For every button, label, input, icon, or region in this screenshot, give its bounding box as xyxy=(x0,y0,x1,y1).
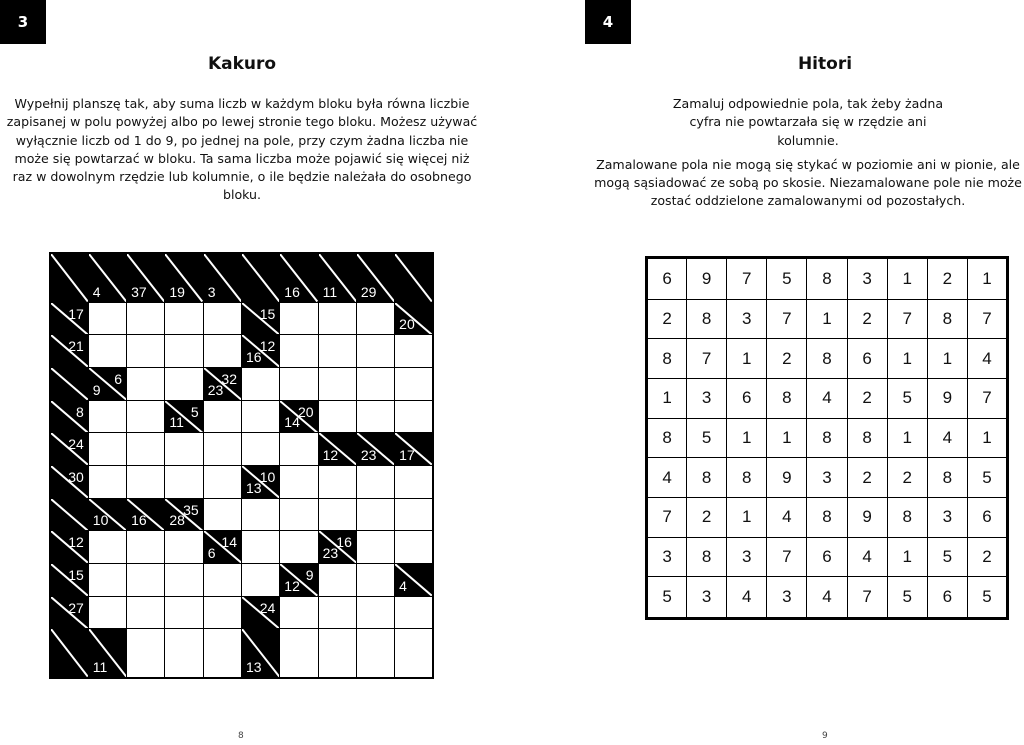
kakuro-clue-cell xyxy=(318,253,356,302)
kakuro-across-sum: 24 xyxy=(68,436,84,453)
hitori-cell[interactable]: 1 xyxy=(727,339,767,379)
kakuro-empty-cell[interactable] xyxy=(395,596,433,629)
kakuro-empty-cell[interactable] xyxy=(203,498,241,531)
kakuro-clue-cell xyxy=(50,367,88,400)
hitori-cell[interactable]: 5 xyxy=(887,378,927,418)
kakuro-clue-cell xyxy=(50,335,88,368)
kakuro-across-sum: 12 xyxy=(68,534,84,551)
kakuro-down-sum: 37 xyxy=(131,283,147,300)
hitori-cell[interactable]: 8 xyxy=(807,258,847,300)
kakuro-empty-cell[interactable] xyxy=(318,465,356,498)
kakuro-clue-cell xyxy=(127,498,165,531)
hitori-cell[interactable]: 7 xyxy=(647,498,687,538)
kakuro-empty-cell[interactable] xyxy=(165,531,203,564)
kakuro-empty-cell[interactable] xyxy=(356,498,394,531)
kakuro-row xyxy=(50,433,433,466)
kakuro-down-sum: 23 xyxy=(207,381,224,398)
kakuro-empty-cell[interactable] xyxy=(203,596,241,629)
hitori-cell[interactable]: 8 xyxy=(807,498,847,538)
kakuro-down-sum: 4 xyxy=(92,283,101,300)
hitori-cell[interactable]: 9 xyxy=(927,378,967,418)
kakuro-empty-cell[interactable] xyxy=(395,335,433,368)
hitori-grid xyxy=(645,256,1009,620)
kakuro-clue-cell xyxy=(88,253,126,302)
kakuro-clue-cell xyxy=(395,433,433,466)
hitori-cell[interactable]: 8 xyxy=(847,418,887,458)
kakuro-empty-cell[interactable] xyxy=(165,433,203,466)
kakuro-instructions xyxy=(4,95,480,211)
hitori-cell[interactable]: 1 xyxy=(887,339,927,379)
hitori-cell[interactable]: 9 xyxy=(767,458,807,498)
kakuro-empty-cell[interactable] xyxy=(318,498,356,531)
hitori-cell[interactable]: 3 xyxy=(767,577,807,619)
kakuro-clue-cell xyxy=(50,498,88,531)
kakuro-clue-cell xyxy=(50,433,88,466)
hitori-cell[interactable]: 1 xyxy=(967,258,1007,300)
kakuro-empty-cell[interactable] xyxy=(88,531,126,564)
hitori-cell[interactable]: 1 xyxy=(767,418,807,458)
kakuro-clue-cell xyxy=(203,531,241,564)
kakuro-clue-cell xyxy=(356,253,394,302)
hitori-cell[interactable]: 6 xyxy=(727,378,767,418)
hitori-cell[interactable]: 2 xyxy=(647,299,687,339)
page-number-badge-right: 4 xyxy=(585,0,631,44)
kakuro-empty-cell[interactable] xyxy=(127,564,165,597)
hitori-cell[interactable]: 1 xyxy=(887,418,927,458)
hitori-cell[interactable]: 9 xyxy=(687,258,727,300)
kakuro-empty-cell[interactable] xyxy=(203,433,241,466)
hitori-cell[interactable]: 4 xyxy=(847,537,887,577)
kakuro-across-sum: 8 xyxy=(76,403,84,420)
hitori-instructions-paragraph-1: Zamaluj odpowiednie pola, tak żeby żadna cyfra nie powtarzała się w rzędzie ani kolumnie. xyxy=(672,96,944,148)
hitori-cell[interactable]: 4 xyxy=(647,458,687,498)
kakuro-clue-cell xyxy=(165,498,203,531)
kakuro-across-sum: 9 xyxy=(305,567,314,584)
kakuro-clue-diagonal xyxy=(51,499,88,531)
hitori-cell[interactable]: 4 xyxy=(767,498,807,538)
hitori-row xyxy=(647,378,1008,418)
hitori-cell[interactable]: 8 xyxy=(927,299,967,339)
kakuro-clue-cell xyxy=(395,253,433,302)
kakuro-empty-cell[interactable] xyxy=(241,367,279,400)
kakuro-empty-cell[interactable] xyxy=(280,531,318,564)
hitori-cell[interactable]: 2 xyxy=(927,258,967,300)
kakuro-empty-cell[interactable] xyxy=(127,367,165,400)
kakuro-across-sum: 16 xyxy=(336,534,352,551)
kakuro-down-sum: 12 xyxy=(322,446,339,463)
kakuro-across-sum: 17 xyxy=(68,305,84,322)
kakuro-row xyxy=(50,400,433,433)
hitori-title: Hitori xyxy=(797,54,853,74)
kakuro-clue-cell xyxy=(395,564,433,597)
kakuro-down-sum: 20 xyxy=(399,316,415,333)
kakuro-clue-cell xyxy=(50,629,88,678)
hitori-cell[interactable]: 4 xyxy=(807,378,847,418)
hitori-cell[interactable]: 7 xyxy=(887,299,927,339)
hitori-instructions xyxy=(592,95,1024,217)
kakuro-down-sum: 16 xyxy=(284,283,300,300)
kakuro-down-sum: 28 xyxy=(169,512,185,529)
hitori-row xyxy=(647,458,1008,498)
kakuro-row xyxy=(50,335,433,368)
kakuro-clue-diagonal xyxy=(51,254,88,302)
kakuro-down-sum: 23 xyxy=(360,446,377,463)
hitori-cell[interactable]: 6 xyxy=(927,577,967,619)
kakuro-empty-cell[interactable] xyxy=(88,335,126,368)
kakuro-across-sum: 32 xyxy=(221,370,237,387)
kakuro-across-sum: 27 xyxy=(68,599,84,616)
kakuro-down-sum: 16 xyxy=(245,348,262,365)
kakuro-clue-cell xyxy=(50,564,88,597)
kakuro-down-sum: 11 xyxy=(322,283,338,300)
hitori-row xyxy=(647,258,1008,300)
hitori-cell[interactable]: 1 xyxy=(967,418,1007,458)
hitori-row xyxy=(647,577,1008,619)
hitori-cell[interactable]: 1 xyxy=(927,339,967,379)
kakuro-empty-cell[interactable] xyxy=(127,302,165,335)
kakuro-empty-cell[interactable] xyxy=(280,498,318,531)
kakuro-empty-cell[interactable] xyxy=(395,629,433,678)
kakuro-empty-cell[interactable] xyxy=(165,564,203,597)
hitori-cell[interactable]: 2 xyxy=(767,339,807,379)
hitori-cell[interactable]: 7 xyxy=(727,258,767,300)
kakuro-empty-cell[interactable] xyxy=(165,335,203,368)
kakuro-clue-cell xyxy=(203,367,241,400)
kakuro-clue-cell xyxy=(241,253,279,302)
folio-right: 9 xyxy=(822,731,828,741)
kakuro-row xyxy=(50,596,433,629)
hitori-cell[interactable]: 4 xyxy=(807,577,847,619)
kakuro-clue-cell xyxy=(318,531,356,564)
kakuro-down-sum: 16 xyxy=(131,512,147,529)
kakuro-empty-cell[interactable] xyxy=(165,465,203,498)
kakuro-empty-cell[interactable] xyxy=(203,564,241,597)
hitori-cell[interactable]: 1 xyxy=(647,378,687,418)
kakuro-down-sum: 6 xyxy=(207,545,216,562)
kakuro-clue-cell xyxy=(356,433,394,466)
hitori-cell[interactable]: 9 xyxy=(847,498,887,538)
kakuro-empty-cell[interactable] xyxy=(280,629,318,678)
hitori-cell[interactable]: 3 xyxy=(847,258,887,300)
kakuro-clue-cell xyxy=(280,564,318,597)
hitori-cell[interactable]: 2 xyxy=(687,498,727,538)
kakuro-across-sum: 12 xyxy=(259,338,276,355)
kakuro-empty-cell[interactable] xyxy=(127,335,165,368)
hitori-cell[interactable]: 7 xyxy=(767,537,807,577)
kakuro-empty-cell[interactable] xyxy=(241,498,279,531)
kakuro-row xyxy=(50,253,433,302)
kakuro-row xyxy=(50,302,433,335)
kakuro-row xyxy=(50,564,433,597)
kakuro-clue-cell xyxy=(165,253,203,302)
kakuro-empty-cell[interactable] xyxy=(88,433,126,466)
kakuro-across-sum: 14 xyxy=(221,534,237,551)
hitori-cell[interactable]: 3 xyxy=(687,378,727,418)
kakuro-row xyxy=(50,498,433,531)
kakuro-grid xyxy=(49,252,434,679)
hitori-cell[interactable]: 8 xyxy=(647,339,687,379)
hitori-cell[interactable]: 1 xyxy=(727,418,767,458)
kakuro-across-sum: 15 xyxy=(259,305,276,322)
hitori-cell[interactable]: 7 xyxy=(687,339,727,379)
kakuro-clue-cell xyxy=(280,253,318,302)
hitori-cell[interactable]: 7 xyxy=(967,299,1007,339)
kakuro-empty-cell[interactable] xyxy=(280,596,318,629)
kakuro-clue-cell xyxy=(395,302,433,335)
kakuro-empty-cell[interactable] xyxy=(127,400,165,433)
kakuro-empty-cell[interactable] xyxy=(280,367,318,400)
hitori-cell[interactable]: 8 xyxy=(767,378,807,418)
kakuro-across-sum: 21 xyxy=(68,338,84,355)
kakuro-down-sum: 11 xyxy=(92,659,108,675)
kakuro-empty-cell[interactable] xyxy=(203,400,241,433)
kakuro-empty-cell[interactable] xyxy=(127,465,165,498)
kakuro-empty-cell[interactable] xyxy=(356,465,394,498)
kakuro-empty-cell[interactable] xyxy=(395,465,433,498)
hitori-cell[interactable]: 5 xyxy=(767,258,807,300)
hitori-cell[interactable]: 6 xyxy=(967,498,1007,538)
hitori-cell[interactable]: 2 xyxy=(847,378,887,418)
hitori-cell[interactable]: 7 xyxy=(767,299,807,339)
hitori-cell[interactable]: 2 xyxy=(967,537,1007,577)
hitori-cell[interactable]: 8 xyxy=(687,537,727,577)
kakuro-down-sum: 11 xyxy=(169,414,184,431)
hitori-cell[interactable]: 5 xyxy=(887,577,927,619)
kakuro-empty-cell[interactable] xyxy=(318,335,356,368)
hitori-cell[interactable]: 6 xyxy=(847,339,887,379)
kakuro-clue-cell xyxy=(241,596,279,629)
kakuro-row xyxy=(50,465,433,498)
kakuro-across-sum: 6 xyxy=(114,370,123,387)
kakuro-clue-cell xyxy=(50,465,88,498)
kakuro-empty-cell[interactable] xyxy=(203,302,241,335)
hitori-cell[interactable]: 8 xyxy=(807,418,847,458)
kakuro-empty-cell[interactable] xyxy=(241,564,279,597)
hitori-cell[interactable]: 8 xyxy=(927,458,967,498)
hitori-cell[interactable]: 8 xyxy=(647,418,687,458)
kakuro-down-sum: 23 xyxy=(322,545,339,562)
kakuro-down-sum: 19 xyxy=(169,283,185,300)
kakuro-empty-cell[interactable] xyxy=(241,433,279,466)
kakuro-clue-cell xyxy=(50,531,88,564)
kakuro-empty-cell[interactable] xyxy=(356,367,394,400)
kakuro-clue-cell xyxy=(203,253,241,302)
kakuro-clue-cell xyxy=(241,302,279,335)
hitori-row xyxy=(647,299,1008,339)
kakuro-empty-cell[interactable] xyxy=(318,564,356,597)
hitori-cell[interactable]: 5 xyxy=(967,458,1007,498)
kakuro-across-sum: 20 xyxy=(298,403,314,420)
kakuro-clue-cell xyxy=(318,433,356,466)
kakuro-clue-diagonal xyxy=(51,368,88,400)
kakuro-clue-cell xyxy=(241,465,279,498)
kakuro-clue-cell xyxy=(50,302,88,335)
hitori-row xyxy=(647,339,1008,379)
kakuro-empty-cell[interactable] xyxy=(88,465,126,498)
hitori-cell[interactable]: 3 xyxy=(927,498,967,538)
hitori-cell[interactable]: 3 xyxy=(727,537,767,577)
hitori-cell[interactable]: 2 xyxy=(847,299,887,339)
kakuro-empty-cell[interactable] xyxy=(165,302,203,335)
kakuro-across-sum: 24 xyxy=(259,599,276,616)
kakuro-empty-cell[interactable] xyxy=(356,400,394,433)
hitori-cell[interactable]: 3 xyxy=(727,299,767,339)
kakuro-empty-cell[interactable] xyxy=(203,335,241,368)
hitori-cell[interactable]: 5 xyxy=(647,577,687,619)
kakuro-empty-cell[interactable] xyxy=(395,498,433,531)
kakuro-across-sum: 30 xyxy=(68,468,84,485)
kakuro-clue-cell xyxy=(88,629,126,678)
hitori-cell[interactable]: 7 xyxy=(967,378,1007,418)
hitori-cell[interactable]: 3 xyxy=(807,458,847,498)
kakuro-empty-cell[interactable] xyxy=(127,629,165,678)
kakuro-empty-cell[interactable] xyxy=(280,465,318,498)
kakuro-empty-cell[interactable] xyxy=(88,302,126,335)
kakuro-down-sum: 13 xyxy=(245,659,262,675)
hitori-cell[interactable]: 1 xyxy=(807,299,847,339)
kakuro-empty-cell[interactable] xyxy=(356,335,394,368)
kakuro-empty-cell[interactable] xyxy=(395,531,433,564)
kakuro-empty-cell[interactable] xyxy=(318,629,356,678)
kakuro-empty-cell[interactable] xyxy=(88,400,126,433)
hitori-cell[interactable]: 5 xyxy=(967,577,1007,619)
hitori-cell[interactable]: 4 xyxy=(927,418,967,458)
hitori-cell[interactable]: 8 xyxy=(887,498,927,538)
hitori-cell[interactable]: 5 xyxy=(927,537,967,577)
kakuro-down-sum: 29 xyxy=(360,283,377,300)
kakuro-row xyxy=(50,629,433,678)
kakuro-clue-diagonal xyxy=(395,254,432,302)
kakuro-empty-cell[interactable] xyxy=(203,629,241,678)
hitori-cell[interactable]: 1 xyxy=(887,258,927,300)
kakuro-empty-cell[interactable] xyxy=(203,465,241,498)
hitori-cell[interactable]: 1 xyxy=(727,498,767,538)
kakuro-empty-cell[interactable] xyxy=(318,596,356,629)
hitori-row xyxy=(647,537,1008,577)
kakuro-down-sum: 3 xyxy=(207,283,216,300)
hitori-cell[interactable]: 2 xyxy=(887,458,927,498)
kakuro-down-sum: 12 xyxy=(284,577,300,594)
kakuro-empty-cell[interactable] xyxy=(165,367,203,400)
hitori-cell[interactable]: 8 xyxy=(687,299,727,339)
kakuro-title: Kakuro xyxy=(207,54,277,74)
hitori-instructions-paragraph-2: Zamalowane pola nie mogą się stykać w poziomie ani w pionie, ale mogą sąsiadować ze sobą po skosie. Niezamalowane pole nie może zostać oddzielone zamalowanymi od pozostałych. xyxy=(594,156,1022,209)
hitori-cell[interactable]: 6 xyxy=(647,258,687,300)
hitori-cell[interactable]: 8 xyxy=(807,339,847,379)
kakuro-down-sum: 14 xyxy=(284,414,300,431)
kakuro-clue-cell xyxy=(241,335,279,368)
kakuro-across-sum: 5 xyxy=(190,403,199,420)
kakuro-empty-cell[interactable] xyxy=(318,302,356,335)
hitori-cell[interactable]: 5 xyxy=(687,418,727,458)
hitori-row xyxy=(647,418,1008,458)
kakuro-empty-cell[interactable] xyxy=(356,531,394,564)
hitori-cell[interactable]: 4 xyxy=(727,577,767,619)
kakuro-clue-diagonal xyxy=(51,629,88,677)
kakuro-instructions-paragraph: Wypełnij planszę tak, aby suma liczb w każdym bloku była równa liczbie zapisanej w polu powyżej albo po lewej stronie tego bloku. Możesz używać wyłącznie liczb od 1 do 9, po jednej na pole, przy czym żadna liczba nie może się powtarzać w bloku. Ta sama liczba może pojawić się więcej niż raz w dowolnym rzędzie lub kolumnie, o ile będzie należała do osobnego bloku. xyxy=(6,96,478,203)
kakuro-down-sum: 13 xyxy=(245,479,262,496)
kakuro-clue-cell xyxy=(88,498,126,531)
kakuro-empty-cell[interactable] xyxy=(356,629,394,678)
kakuro-empty-cell[interactable] xyxy=(241,531,279,564)
kakuro-empty-cell[interactable] xyxy=(280,335,318,368)
hitori-cell[interactable]: 6 xyxy=(807,537,847,577)
kakuro-clue-cell xyxy=(50,596,88,629)
kakuro-across-sum: 15 xyxy=(68,567,84,584)
kakuro-empty-cell[interactable] xyxy=(395,400,433,433)
kakuro-empty-cell[interactable] xyxy=(165,596,203,629)
hitori-cell[interactable]: 4 xyxy=(967,339,1007,379)
kakuro-across-sum: 35 xyxy=(183,501,199,518)
kakuro-empty-cell[interactable] xyxy=(88,596,126,629)
kakuro-empty-cell[interactable] xyxy=(127,433,165,466)
hitori-cell[interactable]: 3 xyxy=(687,577,727,619)
kakuro-down-sum: 17 xyxy=(399,446,415,463)
kakuro-empty-cell[interactable] xyxy=(88,564,126,597)
kakuro-across-sum: 10 xyxy=(259,468,276,485)
folio-left: 8 xyxy=(238,731,244,741)
kakuro-empty-cell[interactable] xyxy=(127,596,165,629)
kakuro-empty-cell[interactable] xyxy=(280,433,318,466)
kakuro-empty-cell[interactable] xyxy=(280,302,318,335)
kakuro-down-sum: 9 xyxy=(92,381,101,398)
kakuro-empty-cell[interactable] xyxy=(165,629,203,678)
kakuro-down-sum: 10 xyxy=(92,512,109,529)
kakuro-empty-cell[interactable] xyxy=(356,302,394,335)
kakuro-empty-cell[interactable] xyxy=(241,400,279,433)
kakuro-clue-cell xyxy=(241,629,279,678)
kakuro-row xyxy=(50,531,433,564)
kakuro-clue-cell xyxy=(50,400,88,433)
kakuro-empty-cell[interactable] xyxy=(127,531,165,564)
kakuro-clue-diagonal xyxy=(242,254,279,302)
kakuro-empty-cell[interactable] xyxy=(356,596,394,629)
hitori-cell[interactable]: 2 xyxy=(847,458,887,498)
kakuro-clue-cell xyxy=(50,253,88,302)
kakuro-empty-cell[interactable] xyxy=(318,400,356,433)
kakuro-empty-cell[interactable] xyxy=(318,367,356,400)
kakuro-down-sum: 4 xyxy=(399,577,407,594)
kakuro-empty-cell[interactable] xyxy=(356,564,394,597)
kakuro-clue-cell xyxy=(127,253,165,302)
hitori-cell[interactable]: 3 xyxy=(647,537,687,577)
kakuro-clue-cell xyxy=(165,400,203,433)
kakuro-row xyxy=(50,367,433,400)
page-number-badge-left: 3 xyxy=(0,0,46,44)
kakuro-empty-cell[interactable] xyxy=(395,367,433,400)
kakuro-clue-cell xyxy=(280,400,318,433)
hitori-cell[interactable]: 8 xyxy=(687,458,727,498)
hitori-row xyxy=(647,498,1008,538)
hitori-cell[interactable]: 7 xyxy=(847,577,887,619)
hitori-cell[interactable]: 1 xyxy=(887,537,927,577)
kakuro-clue-cell xyxy=(88,367,126,400)
hitori-cell[interactable]: 8 xyxy=(727,458,767,498)
